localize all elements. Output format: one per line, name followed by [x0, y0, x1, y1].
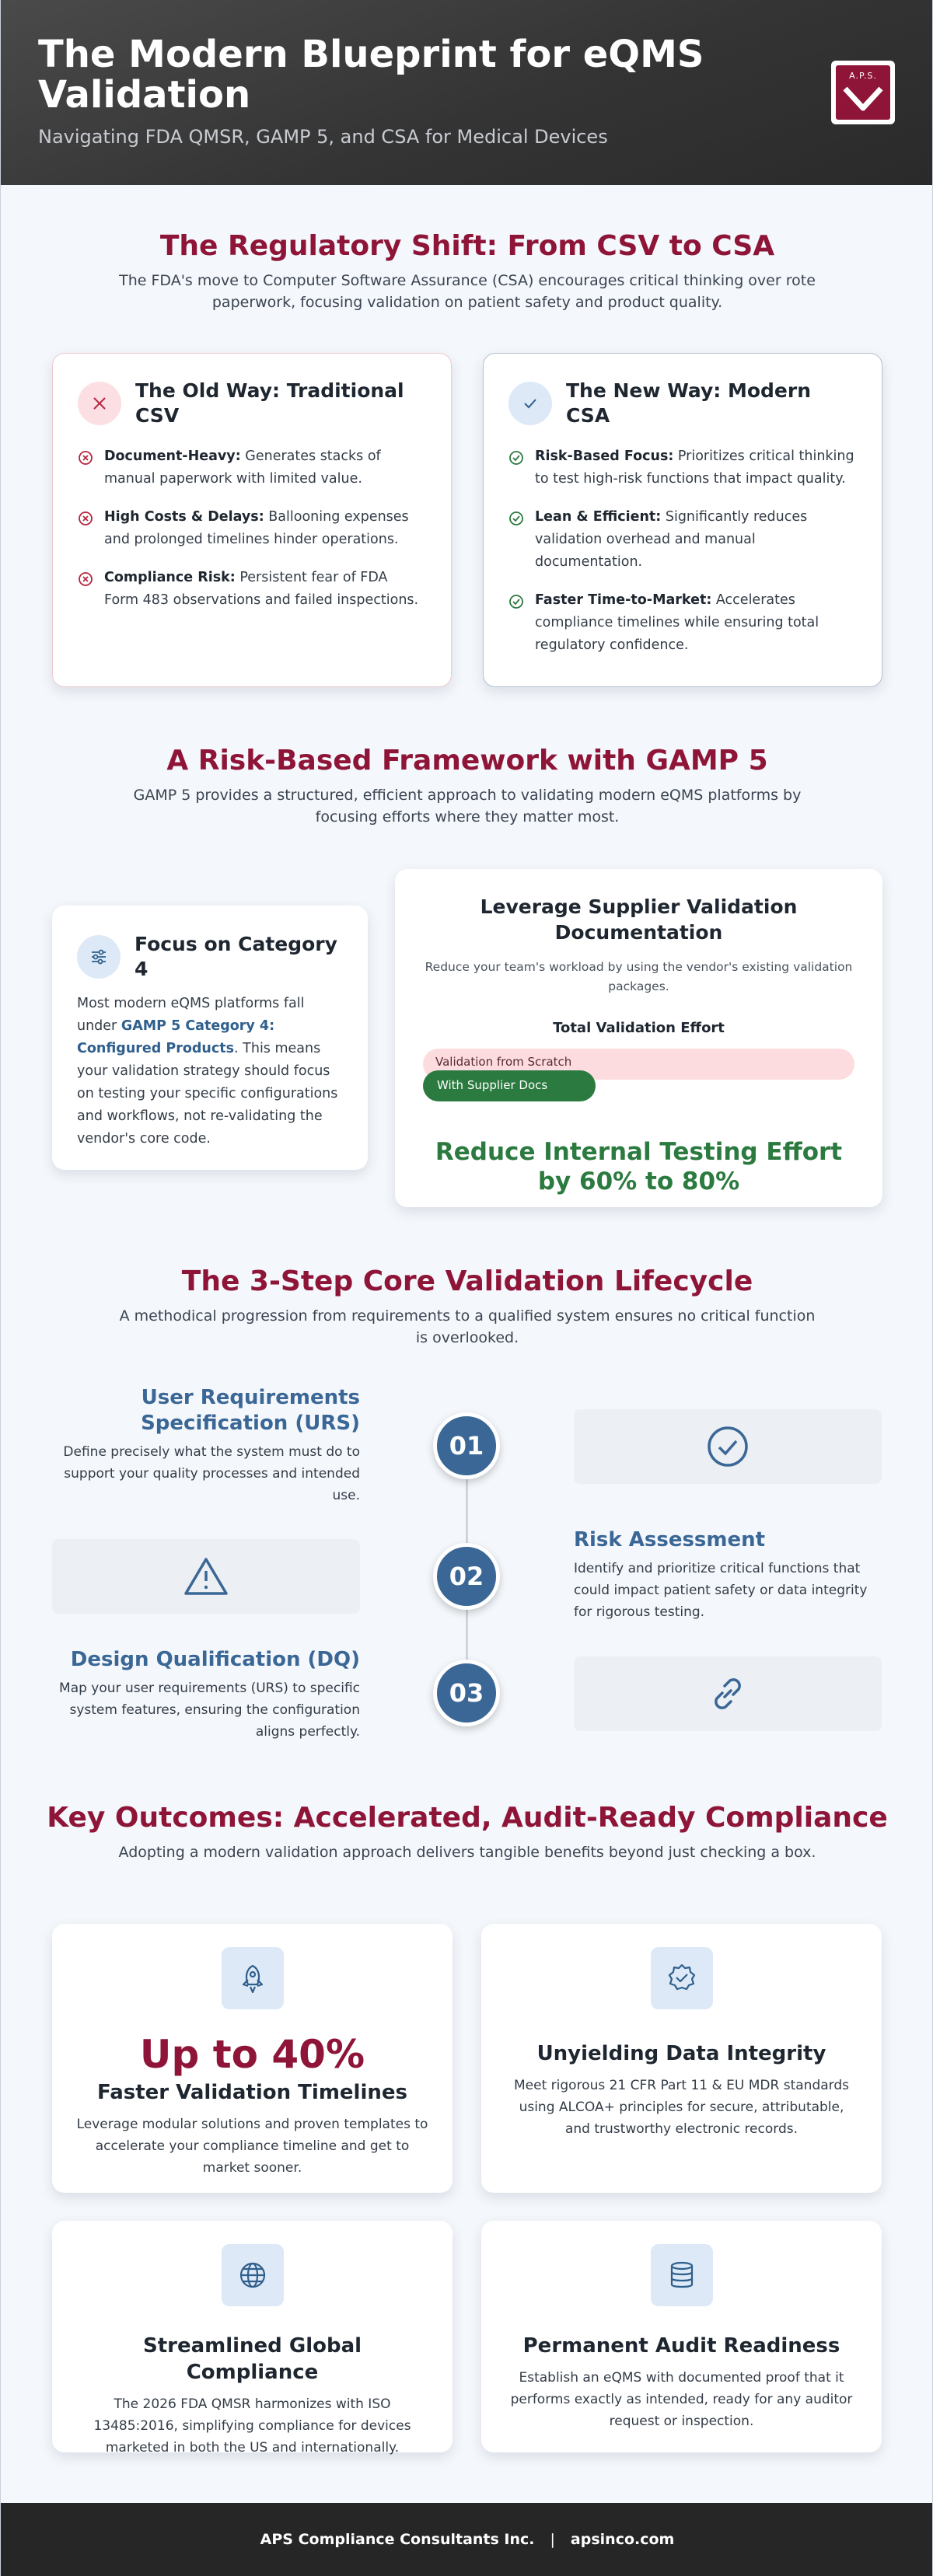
step-description: Identify and prioritize critical functions that could impact patient safety or data integrity for rigorous testing. [574, 1561, 868, 1620]
item-label: Risk-Based Focus: [535, 449, 674, 464]
list-item [78, 567, 426, 612]
outcome-card [481, 1924, 882, 2193]
step-3-text [49, 1647, 360, 1743]
section-subtitle: GAMP 5 provides a structured, efficient approach to validating modern eQMS platforms by focusing efforts where they matter most. [133, 787, 802, 826]
step-2-icon-box [52, 1539, 360, 1614]
category-highlight: GAMP 5 Category 4: Configured Products [77, 1018, 275, 1056]
step-2-number: 02 [433, 1543, 500, 1610]
step-title: Design Qualification (DQ) [70, 1648, 360, 1671]
footer-separator: | [550, 2531, 555, 2548]
effort-bar-title: Total Validation Effort [553, 1020, 725, 1036]
check-circle-icon [508, 594, 524, 609]
server-stack-icon [651, 2244, 713, 2306]
step-2-text [574, 1527, 885, 1623]
section-title: The 3-Step Core Validation Lifecycle [181, 1265, 753, 1297]
reduce-callout: Reduce Internal Testing Effort by 60% to 80% [435, 1138, 843, 1196]
section-subtitle: The FDA's move to Computer Software Assurance (CSA) encourages critical thinking over rote paperwork, focusing validation on patient safety and product quality. [119, 272, 816, 311]
category-body [77, 993, 343, 1150]
item-label: Lean & Efficient: [535, 509, 662, 525]
step-title: User Requirements Specification (URS) [141, 1386, 360, 1435]
rocket-icon [222, 1947, 284, 2009]
item-text: Persistent fear of FDA Form 483 observations and failed inspections. [104, 570, 419, 608]
x-circle-icon [78, 511, 93, 526]
category-title: Focus on Category 4 [135, 933, 337, 980]
check-circle-icon [706, 1425, 750, 1468]
lifecycle-section [1, 1265, 933, 1349]
item-text: Prioritizes critical thinking to test high-risk functions that impact quality. [535, 449, 854, 487]
item-text: Significantly reduces validation overhead and manual documentation. [535, 509, 808, 570]
step-title: Risk Assessment [574, 1528, 766, 1552]
x-circle-icon [78, 571, 93, 587]
list-item [508, 445, 857, 490]
category-card [52, 906, 368, 1170]
old-way-card [52, 353, 452, 687]
new-way-card [483, 353, 882, 687]
check-circle-icon [508, 511, 524, 526]
step-3-icon-box [574, 1656, 882, 1731]
effort-bars [423, 1049, 854, 1111]
outcome-card [52, 1924, 453, 2193]
check-circle-icon [508, 450, 524, 466]
section-title: Key Outcomes: Accelerated, Audit-Ready Compliance [47, 1802, 888, 1834]
warning-icon [183, 1556, 229, 1597]
supplier-docs-bar [423, 1070, 596, 1101]
outcome-title: Permanent Audit Readiness [522, 2334, 840, 2358]
item-text: Ballooning expenses and prolonged timelines hinder operations. [104, 509, 409, 547]
logo-text: A.P.S. [849, 71, 877, 81]
category-text: . This means your validation strategy should focus on testing your specific configurations and workflows, not re-validating the vendor's core code. [77, 1041, 338, 1147]
supplier-description: Reduce your team's workload by using the vendor's existing validation packages. [425, 960, 853, 993]
item-label: High Costs & Delays: [104, 509, 264, 525]
item-text: Accelerates compliance timelines while ensuring total regulatory confidence. [535, 592, 819, 653]
footer-website-link[interactable]: apsinco.com [570, 2531, 675, 2548]
outcome-title: Streamlined Global Compliance [142, 2334, 362, 2384]
page-title: The Modern Blueprint for eQMS Validation [38, 33, 704, 117]
outcome-description: Meet rigorous 21 CFR Part 11 & EU MDR standards using ALCOA+ principles for secure, attributable, and trustworthy electronic records. [514, 2078, 849, 2137]
outcome-title: Faster Validation Timelines [96, 2081, 407, 2104]
step-description: Define precisely what the system must do to support your quality processes and intended use. [63, 1444, 360, 1503]
section-title: A Risk-Based Framework with GAMP 5 [166, 745, 768, 777]
step-description: Map your user requirements (URS) to specific system features, ensuring the configuration aligns perfectly. [59, 1681, 360, 1740]
outcome-title: Unyielding Data Integrity [536, 2042, 826, 2065]
step-1-text [49, 1385, 360, 1506]
step-3-number: 03 [433, 1660, 500, 1726]
section-title: The Regulatory Shift: From CSV to CSA [159, 230, 775, 262]
outcome-description: Leverage modular solutions and proven templates to accelerate your compliance timeline and get to market sooner. [76, 2117, 428, 2176]
outcome-description: Establish an eQMS with documented proof that it performs exactly as intended, ready for any auditor request or inspection. [510, 2370, 853, 2429]
globe-icon [222, 2244, 284, 2306]
list-item [508, 506, 857, 574]
gamp-section [1, 745, 933, 828]
outcome-card [481, 2221, 882, 2452]
list-item [78, 445, 426, 490]
outcome-card [52, 2221, 453, 2456]
header [1, 0, 932, 185]
item-label: Compliance Risk: [104, 570, 236, 585]
sliders-icon [77, 935, 121, 979]
scratch-bar-label: Validation from Scratch [435, 1055, 572, 1069]
docs-bar-label: With Supplier Docs [437, 1078, 548, 1092]
supplier-title: Leverage Supplier Validation Documentation [480, 895, 798, 944]
aps-checkmark-logo-icon [836, 65, 890, 120]
check-icon [508, 382, 552, 425]
page-subtitle: Navigating FDA QMSR, GAMP 5, and CSA for Medical Devices [38, 126, 608, 148]
step-1-icon-box [574, 1409, 882, 1484]
verified-badge-icon [651, 1947, 713, 2009]
new-way-title: The New Way: Modern CSA [566, 379, 812, 427]
section-subtitle: A methodical progression from requirements to a qualified system ensures no critical function is overlooked. [119, 1307, 816, 1346]
category-text: Most modern eQMS platforms fall under [77, 996, 305, 1034]
item-label: Document-Heavy: [104, 449, 241, 464]
aps-logo [831, 61, 895, 124]
x-circle-icon [78, 450, 93, 466]
list-item [508, 589, 857, 657]
footer [1, 2503, 933, 2576]
outcome-description: The 2026 FDA QMSR harmonizes with ISO 13485:2016, simplifying compliance for devices marketed in both the US and internationally. [93, 2396, 411, 2456]
regulatory-shift-section [1, 230, 933, 313]
step-1-number: 01 [433, 1412, 500, 1479]
outcome-big-number: Up to 40% [139, 2032, 365, 2077]
item-label: Faster Time-to-Market: [535, 592, 712, 608]
outcomes-section [1, 1802, 933, 1863]
link-icon [706, 1672, 750, 1716]
supplier-card [395, 869, 882, 1207]
footer-company: APS Compliance Consultants Inc. [260, 2531, 535, 2548]
section-subtitle: Adopting a modern validation approach delivers tangible benefits beyond just checking a box. [118, 1844, 816, 1861]
list-item [78, 506, 426, 551]
x-icon [78, 382, 121, 425]
item-text: Generates stacks of manual paperwork with limited value. [104, 449, 381, 487]
old-way-title: The Old Way: Traditional CSV [135, 379, 404, 427]
